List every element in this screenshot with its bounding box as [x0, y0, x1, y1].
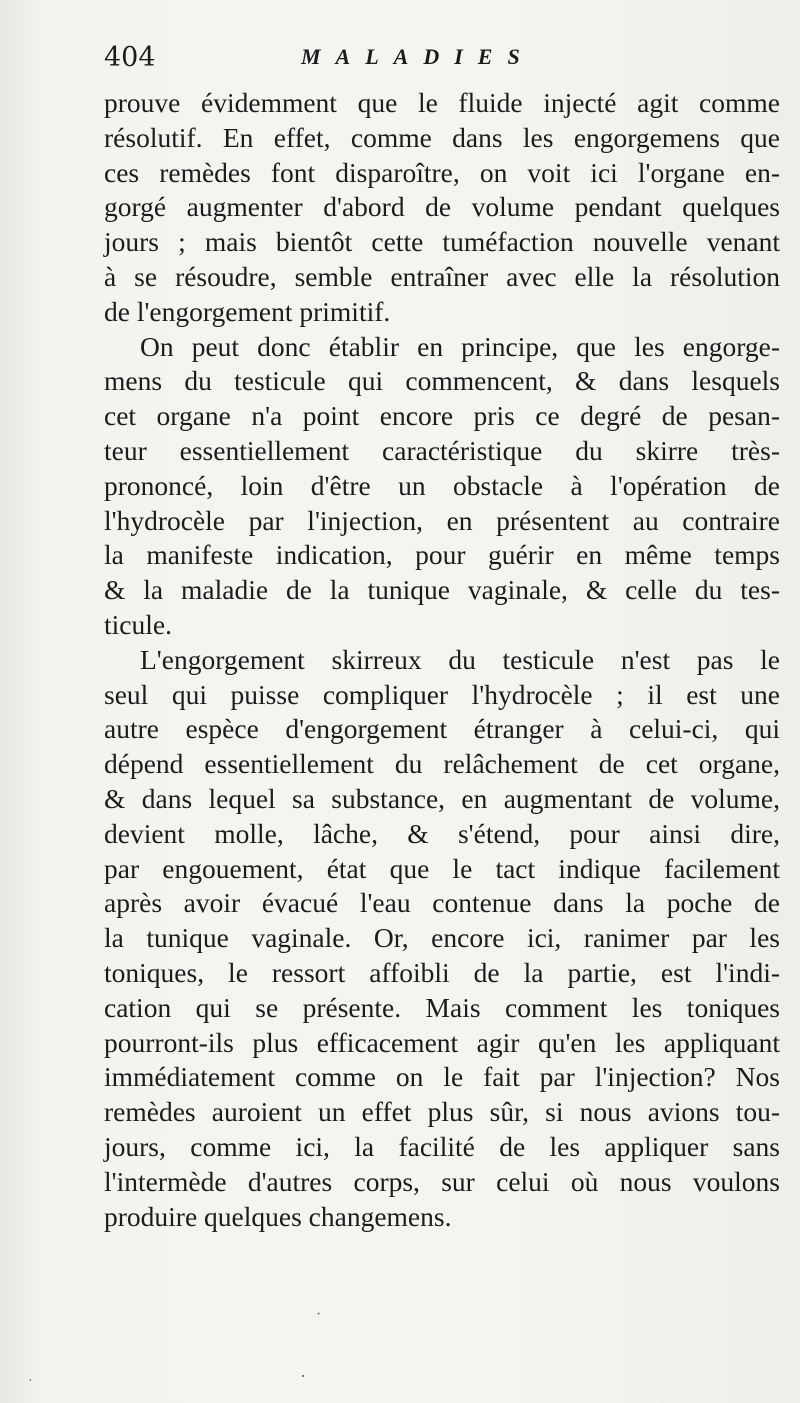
text-line: On peut donc établir en principe, que les engorge- — [140, 330, 780, 362]
text-line: L'engorgement skirreux du testicule n'est pas le — [140, 643, 780, 675]
text-line: jours, comme ici, la facilité de les appliquer sans — [104, 1130, 780, 1162]
paper-speck: · — [28, 1374, 33, 1389]
paper-speck: · — [316, 1306, 322, 1323]
text-line: gorgé augmenter d'abord de volume pendant quelques — [104, 191, 780, 223]
text-line: par engouement, état que le tact indique facilement — [104, 852, 780, 884]
paper-speck: · — [300, 1366, 306, 1386]
body-text — [104, 86, 780, 1234]
text-line: & dans lequel sa substance, en augmentant de volume, — [104, 782, 780, 814]
page-header — [104, 42, 704, 82]
text-line: immédiatement comme on le fait par l'injection? Nos — [104, 1061, 780, 1093]
text-line: cation qui se présente. Mais comment les toniques — [104, 991, 780, 1023]
text-line: la tunique vaginale. Or, encore ici, ranimer par les — [104, 922, 780, 954]
text-line: cet organe n'a point encore pris ce degré de pesan- — [104, 400, 780, 432]
text-line: pourront-ils plus efficacement agir qu'en les appliquant — [104, 1026, 780, 1058]
text-line: prononcé, loin d'être un obstacle à l'opération de — [104, 469, 780, 501]
text-line: de l'engorgement primitif. — [104, 295, 391, 327]
text-line: prouve évidemment que le fluide injecté agit comme — [104, 87, 780, 118]
text-line: devient molle, lâche, & s'étend, pour ainsi dire, — [104, 817, 780, 849]
text-line: mens du testicule qui commencent, & dans lesquels — [104, 365, 780, 397]
text-line: teur essentiellement caractéristique du skirre très- — [104, 434, 780, 466]
text-line: toniques, le ressort affoibli de la partie, est l'indi- — [104, 956, 780, 988]
text-line: jours ; mais bientôt cette tuméfaction nouvelle venant — [104, 226, 780, 258]
text-line: résolutif. En effet, comme dans les engorgemens que — [104, 121, 780, 153]
running-title: MALADIES — [301, 44, 535, 69]
text-line: remèdes auroient un effet plus sûr, si nous avions tou- — [104, 1096, 780, 1128]
text-line: l'intermède d'autres corps, sur celui où nous voulons — [104, 1165, 780, 1197]
text-line: seul qui puisse compliquer l'hydrocèle ; il est une — [104, 678, 780, 710]
text-line: & la maladie de la tunique vaginale, & celle du tes- — [104, 574, 780, 606]
text-line: autre espèce d'engorgement étranger à celui-ci, qui — [104, 713, 780, 745]
text-line: après avoir évacué l'eau contenue dans la poche de — [104, 887, 780, 919]
text-line: dépend essentiellement du relâchement de cet organe, — [104, 748, 780, 780]
text-line: ticule. — [104, 608, 172, 640]
text-line: l'hydrocèle par l'injection, en présentent au contraire — [104, 504, 780, 536]
text-line: ces remèdes font disparoître, on voit ici l'organe en- — [104, 156, 780, 188]
text-line: produire quelques changemens. — [104, 1200, 452, 1232]
text-line: à se résoudre, semble entraîner avec elle la résolution — [104, 260, 780, 292]
text-line: la manifeste indication, pour guérir en même temps — [104, 539, 780, 571]
page-number: 404 — [104, 42, 156, 73]
